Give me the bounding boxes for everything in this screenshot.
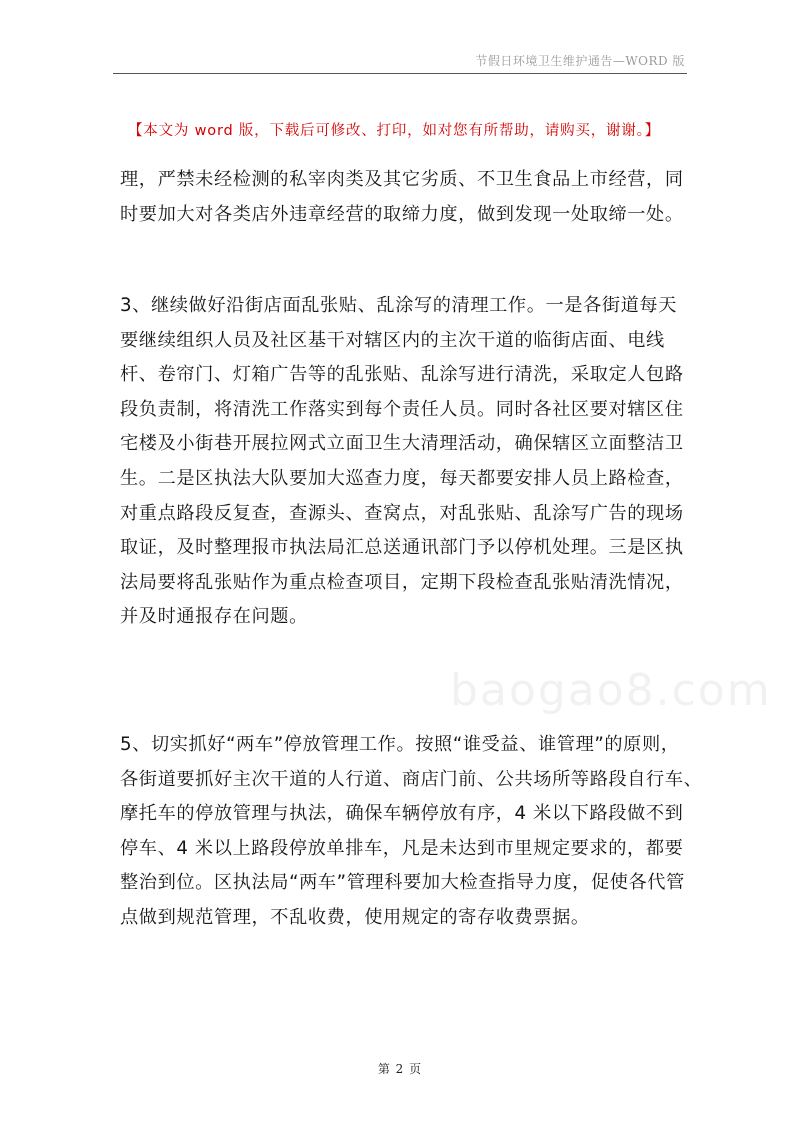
purchase-notice: 【本文为 word 版，下载后可修改、打印，如对您有所帮助，请购买，谢谢。】 bbox=[128, 123, 661, 139]
paragraph-line: 3、继续做好沿街店面乱张贴、乱涂写的清理工作。一是各街道每天 bbox=[120, 295, 678, 316]
paragraph-line: 宅楼及小街巷开展拉网式立面卫生大清理活动，确保辖区立面整洁卫 bbox=[120, 433, 684, 455]
paragraph-line: 对重点路段反复查，查源头、查窝点，对乱张贴、乱涂写广告的现场 bbox=[120, 502, 684, 524]
paragraph-3 bbox=[120, 728, 703, 936]
paragraph-line: 停车、4 米以上路段停放单排车，凡是未达到市里规定要求的，都要 bbox=[120, 837, 684, 859]
paragraph-line: 各街道要抓好主次干道的人行道、商店门前、公共场所等路段自行车、 bbox=[120, 768, 703, 790]
paragraph-line: 整治到位。区执法局“两车”管理科要加大检查指导力度，促使各代管 bbox=[120, 872, 685, 894]
paragraph-line: 5、切实抓好“两车”停放管理工作。按照“谁受益、谁管理”的原则， bbox=[120, 734, 680, 755]
paragraph-line: 段负责制，将清洗工作落实到每个责任人员。同时各社区要对辖区住 bbox=[120, 398, 684, 420]
watermark: baogao8.com bbox=[450, 665, 772, 716]
running-header: 节假日环境卫生维护通告—WORD 版 bbox=[475, 54, 685, 68]
paragraph-line: 并及时通报存在问题。 bbox=[120, 606, 308, 628]
paragraph-line: 点做到规范管理，不乱收费，使用规定的寄存收费票据。 bbox=[120, 906, 590, 928]
page-number: 第 2 页 bbox=[377, 1062, 423, 1076]
paragraph-2 bbox=[120, 289, 690, 635]
paragraph-line: 生。二是区执法大队要加大巡查力度，每天都要安排人员上路检查， bbox=[120, 467, 684, 489]
paragraph-line: 理，严禁未经检测的私宰肉类及其它劣质、不卫生食品上市经营，同 bbox=[120, 169, 684, 190]
paragraph-line: 时要加大对各类店外违章经营的取缔力度，做到发现一处取缔一处。 bbox=[120, 203, 684, 225]
paragraph-line: 杆、卷帘门、灯箱广告等的乱张贴、乱涂写进行清洗，采取定人包路 bbox=[120, 364, 684, 386]
paragraph-line: 要继续组织人员及社区基干对辖区内的主次干道的临街店面、电线 bbox=[120, 329, 665, 351]
paragraph-1 bbox=[120, 163, 690, 232]
header-divider bbox=[113, 73, 687, 74]
paragraph-line: 取证，及时整理报市执法局汇总送通讯部门予以停机处理。三是区执 bbox=[120, 537, 684, 559]
paragraph-line: 法局要将乱张贴作为重点检查项目，定期下段检查乱张贴清洗情况， bbox=[120, 571, 684, 593]
paragraph-line: 摩托车的停放管理与执法，确保车辆停放有序，4 米以下路段做不到 bbox=[120, 803, 684, 825]
